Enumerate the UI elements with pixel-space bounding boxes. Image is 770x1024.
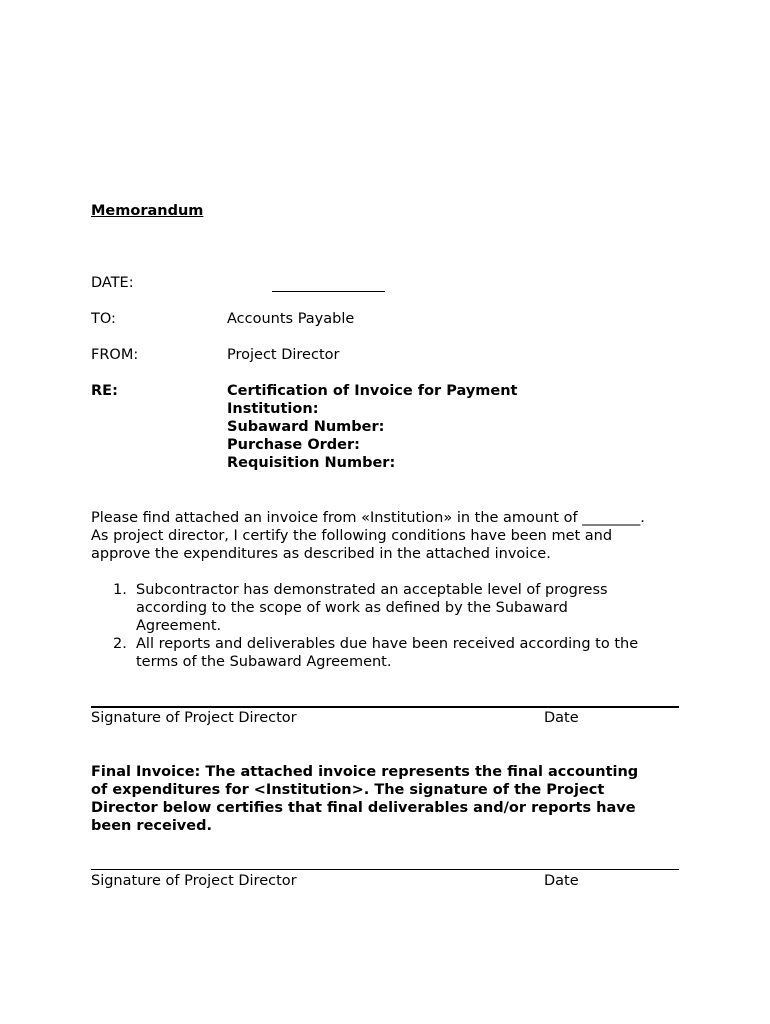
signature-label: Signature of Project Director bbox=[91, 710, 297, 726]
re-subaward-number: Subaward Number: bbox=[227, 419, 385, 435]
re-label: RE: bbox=[91, 383, 118, 399]
from-label: FROM: bbox=[91, 347, 139, 363]
conditions-list bbox=[91, 581, 691, 671]
final-invoice-line: Director below certifies that final deliverables and/or reports have bbox=[91, 800, 636, 816]
to-value: Accounts Payable bbox=[227, 311, 355, 327]
list-item-line: All reports and deliverables due have been received according to the bbox=[136, 636, 639, 652]
list-number: 1. bbox=[113, 582, 127, 598]
signature-line-final bbox=[91, 869, 679, 870]
list-item-line: Subcontractor has demonstrated an acceptable level of progress bbox=[136, 582, 608, 598]
re-purchase-order: Purchase Order: bbox=[227, 437, 360, 453]
list-number: 2. bbox=[113, 636, 127, 652]
list-item-line: terms of the Subaward Agreement. bbox=[136, 654, 392, 670]
final-invoice-line: been received. bbox=[91, 818, 212, 834]
list-item-line: according to the scope of work as defined by the Subaward bbox=[136, 600, 568, 616]
memo-title: Memorandum bbox=[91, 203, 204, 219]
body-line: approve the expenditures as described in the attached invoice. bbox=[91, 546, 551, 562]
list-item-line: Agreement. bbox=[136, 618, 222, 634]
date-blank-line bbox=[272, 291, 385, 292]
re-requisition-number: Requisition Number: bbox=[227, 455, 396, 471]
signature-date-label: Date bbox=[544, 710, 579, 726]
from-value: Project Director bbox=[227, 347, 340, 363]
date-label: DATE: bbox=[91, 275, 134, 291]
re-block bbox=[227, 382, 517, 472]
re-institution: Institution: bbox=[227, 401, 319, 417]
signature-line bbox=[91, 706, 679, 708]
signature-date-label-final: Date bbox=[544, 873, 579, 889]
body-paragraph bbox=[91, 509, 691, 563]
to-label: TO: bbox=[91, 311, 116, 327]
list-item bbox=[91, 581, 691, 635]
final-invoice-paragraph bbox=[91, 763, 638, 835]
final-invoice-line: of expenditures for <Institution>. The signature of the Project bbox=[91, 782, 605, 798]
list-item bbox=[91, 635, 691, 671]
body-line: As project director, I certify the following conditions have been met and bbox=[91, 528, 613, 544]
body-line: Please find attached an invoice from «Institution» in the amount of ________. bbox=[91, 510, 645, 526]
signature-label-final: Signature of Project Director bbox=[91, 873, 297, 889]
re-subject: Certification of Invoice for Payment bbox=[227, 383, 518, 399]
final-invoice-line: Final Invoice: The attached invoice represents the final accounting bbox=[91, 764, 639, 780]
